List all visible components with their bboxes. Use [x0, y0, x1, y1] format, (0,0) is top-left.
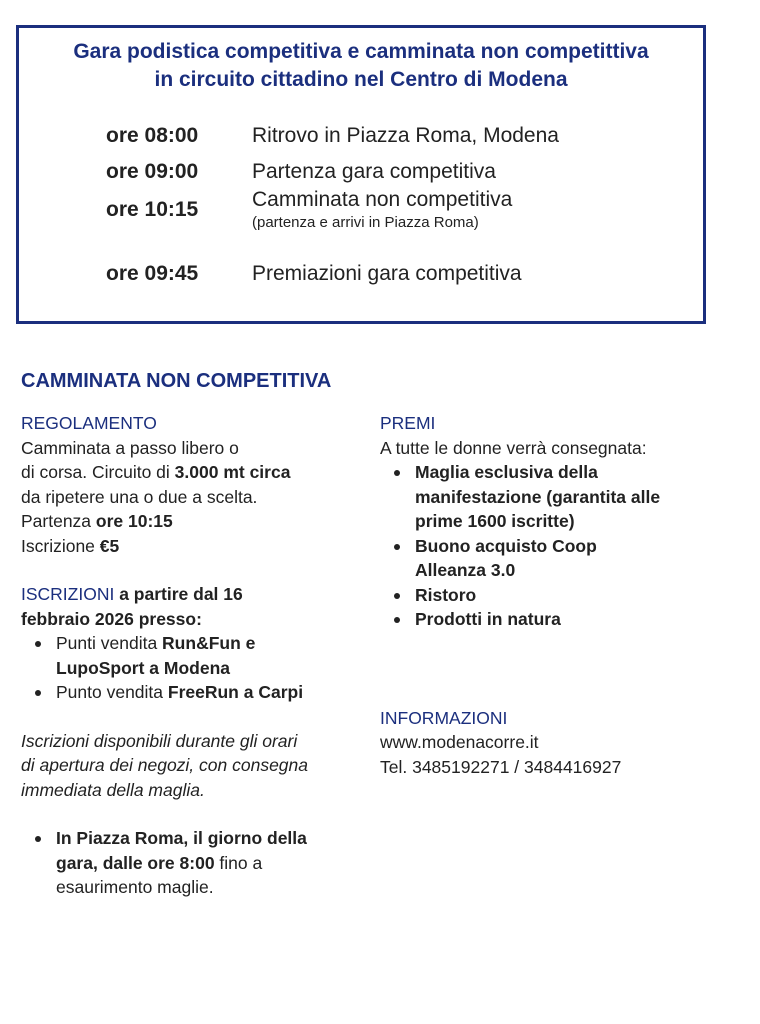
schedule-time: ore 08:00 [106, 124, 199, 147]
iscrizioni-note: immediata della maglia. [21, 779, 205, 800]
regolamento-line: Camminata a passo libero o [21, 437, 239, 458]
schedule-time: ore 09:45 [106, 262, 199, 285]
regolamento-line: Iscrizione €5 [21, 535, 120, 556]
informazioni-heading: INFORMAZIONI [380, 707, 508, 728]
schedule-desc: Camminata non competitiva [252, 188, 513, 211]
regolamento-line: da ripetere una o due a scelta. [21, 486, 258, 507]
right-column [380, 411, 750, 779]
regolamento-line: Partenza ore 10:15 [21, 511, 173, 531]
schedule-desc: Ritrovo in Piazza Roma, Modena [252, 124, 559, 147]
iscrizioni-list [21, 631, 371, 705]
iscrizioni-heading: ISCRIZIONI a partire dal 16 [21, 584, 243, 604]
event-title [19, 38, 703, 94]
iscrizioni-heading-cont: febbraio 2026 presso: [21, 608, 202, 629]
title-line-1: Gara podistica competitiva e camminata non competittiva [73, 40, 649, 63]
list-item: Punto vendita FreeRun a Carpi [21, 680, 371, 705]
list-item: Buono acquisto Coop Alleanza 3.0 [380, 534, 750, 583]
list-item: Ristoro [380, 583, 750, 608]
title-line-2: in circuito cittadino nel Centro di Modena [154, 68, 568, 91]
list-item: In Piazza Roma, il giorno della gara, dalle ore 8:00 fino a esaurimento maglie. [21, 826, 371, 900]
schedule-desc: Partenza gara competitiva [252, 160, 496, 183]
piazza-list [21, 826, 371, 900]
regolamento-heading: REGOLAMENTO [21, 413, 157, 433]
iscrizioni-note: di apertura dei negozi, con consegna [21, 755, 309, 775]
website-link[interactable]: www.modenacorre.it [380, 732, 539, 752]
premi-intro: A tutte le donne verrà consegnata: [380, 437, 647, 458]
phone-numbers: Tel. 3485192271 / 3484416927 [380, 756, 622, 777]
left-column [21, 411, 371, 900]
iscrizioni-note: Iscrizioni disponibili durante gli orari [21, 730, 298, 751]
list-item: Punti vendita Run&Fun e LupoSport a Modena [21, 631, 371, 680]
schedule-time: ore 10:15 [106, 198, 199, 221]
list-item: Prodotti in natura [380, 607, 750, 632]
premi-heading: PREMI [380, 413, 436, 433]
regolamento-line: di corsa. Circuito di 3.000 mt circa [21, 462, 291, 482]
list-item: Maglia esclusiva della manifestazione (garantita alle prime 1600 iscritte) [380, 460, 750, 534]
schedule-subnote: (partenza e arrivi in Piazza Roma) [252, 214, 479, 231]
section-title: CAMMINATA NON COMPETITIVA [21, 370, 332, 392]
premi-list [380, 460, 750, 632]
schedule-desc: Premiazioni gara competitiva [252, 262, 522, 285]
schedule-time: ore 09:00 [106, 160, 199, 183]
schedule-desc-group [252, 188, 512, 231]
schedule-box [16, 25, 706, 324]
